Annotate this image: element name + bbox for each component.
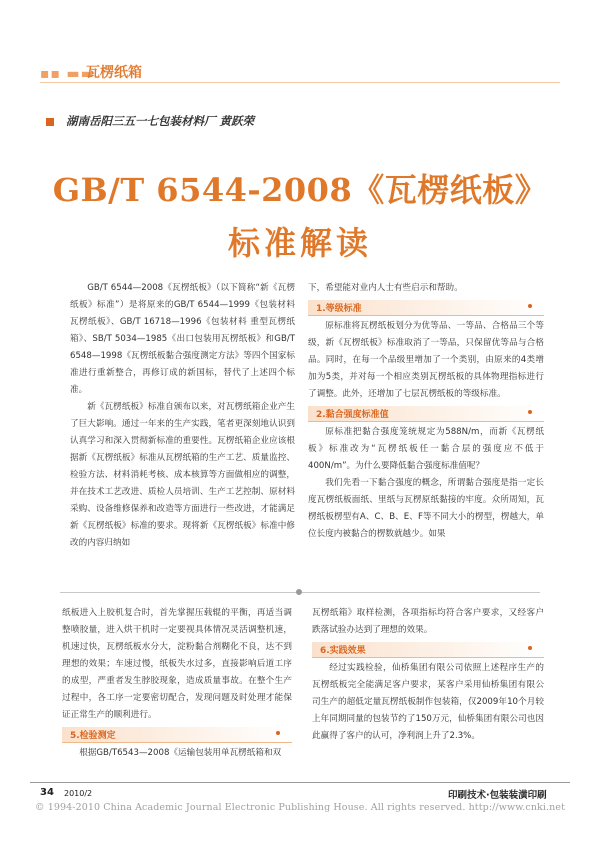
subsection-heading-5 <box>62 727 292 743</box>
footer-divider <box>30 782 570 783</box>
author-bullet-icon <box>46 118 54 126</box>
paragraph: 原标准把黏合强度笼统规定为588N/m，而新《瓦楞纸板》标准改为“瓦楞纸板任一黏合层的强度应不低于400N/m”。为什么要降低黏合强度标准值呢？ <box>308 427 544 471</box>
page-number: 34 <box>40 787 54 798</box>
subsection-heading-text: 2.黏合强度标准值 <box>316 410 389 420</box>
paragraph: 原标准将瓦楞纸板划分为优等品、一等品、合格品三个等级，新《瓦楞纸板》标准取消了一等品，只保留优等品与合格品。同时，在每一个品级里增加了一个类别，由原来的4类增加为5类，并对每一个相应类别瓦楞纸板的具体物理指标进行了调整。此外，还增加了七层瓦楞纸板的等级标准。 <box>308 321 544 399</box>
heading-dot-icon <box>528 646 532 650</box>
subsection-heading-text: 5.检验测定 <box>70 731 116 741</box>
journal-name: 印刷技术·包装装潢印刷 <box>448 790 547 801</box>
column-top-right <box>308 280 544 543</box>
paragraph: GB/T 6544—2008《瓦楞纸板》（以下简称“新《瓦楞纸板》标准”）是将原来的GB/T 6544—1999《包装材料 瓦楞纸板》、GB/T 16718—1996《包装材料 重型瓦楞纸箱》、SB/T 5034—1985《出口包装用瓦楞纸板》和GB/T 6548—1998《瓦楞纸板黏合强度测定方法》等四个国家标准进行重新整合，再修订成的新国标，替代了上述四个标准。 <box>70 283 295 395</box>
subsection-heading-2 <box>308 406 544 422</box>
subsection-heading-text: 1.等级标准 <box>316 304 362 314</box>
article-title-line-1: GB/T 6544-2008《瓦楞纸板》 <box>52 171 548 209</box>
column-top-left <box>70 280 295 552</box>
column-bottom-right <box>312 605 544 745</box>
article-title-line-2: 标准解读 <box>227 224 372 262</box>
paragraph: 我们先看一下黏合强度的概念，所谓黏合强度是指一定长度瓦楞纸板面纸、里纸与瓦楞原纸黏接的牢度。众所周知，瓦楞纸板楞型有A、C、B、E、F等不同大小的楞型，楞越大，单位长度内被黏合的楞数就越少。如果 <box>308 478 544 539</box>
author-line: 湖南岳阳三五一七包装材料厂 黄跃荣 <box>66 114 255 128</box>
subsection-heading-6 <box>312 642 544 658</box>
header-decoration: ▪▪ ▬▬ <box>40 66 95 82</box>
section-tag: 瓦楞纸箱 <box>86 65 142 81</box>
column-bottom-left <box>62 605 292 762</box>
paragraph: 经过实践检验，仙桥集团有限公司依照上述程序生产的瓦楞纸板完全能满足客户要求，某客户采用仙桥集团有限公司生产的超低定量瓦楞纸板制作包装箱，仅2009年10个月较上年同期同量的包装节约了150万元，仙桥集团有限公司也因此赢得了客户的认可，净利润上升了2.3%。 <box>312 663 544 741</box>
subsection-heading-text: 6.实践效果 <box>320 646 366 656</box>
paragraph: 瓦楞纸箱》取样检测，各项指标均符合客户要求，又经客户跌落试验办达到了理想的效果。 <box>312 608 544 635</box>
paragraph: 新《瓦楞纸板》标准自颁布以来，对瓦楞纸箱企业产生了巨大影响。通过一年来的生产实践，笔者更深刻地认识到认真学习和深入贯彻新标准的重要性。瓦楞纸箱企业应该根据新《瓦楞纸板》标准从瓦楞纸箱的生产工艺、质量监控、检验方法、材料消耗考核、成本核算等方面做相应的调整，并在技术工艺改进、质检人员培训、生产工艺控制、原材料采购、设备维修保养和改造等方面进行一些改进，才能满足新《瓦楞纸板》标准的要求。现将新《瓦楞纸板》标准中修改的内容归纳如 <box>70 402 295 548</box>
copyright-notice: © 1994-2010 China Academic Journal Electronic Publishing House. All rights reserved. http://www.cnki.net <box>34 802 566 813</box>
header-divider <box>40 82 560 83</box>
paragraph: 下，希望能对业内人士有些启示和帮助。 <box>308 283 463 293</box>
heading-dot-icon <box>528 304 532 308</box>
paragraph: 根据GB/T6543—2008《运输包装用单瓦楞纸箱和双 <box>79 748 282 758</box>
issue-number: 2010/2 <box>64 789 93 798</box>
heading-dot-icon <box>528 410 532 414</box>
heading-dot-icon <box>276 731 280 735</box>
subsection-heading-1 <box>308 300 544 316</box>
divider-dot-icon <box>296 589 302 595</box>
paragraph: 纸板进入上胶机复合时，首先掌握压载辊的平衡，再适当调整喷胶量，进入烘干机时一定要视具体情况灵活调整机速，机速过快，瓦楞纸板水分大，淀粉黏合剂糊化不良，达不到理想的效果；车速过慢，纸板失水过多，直接影响后道工序的成型，严重者发生脖胶现象，造成质量事故。在整个生产过程中，各工序一定要密切配合，发现问题及时处理才能保证正常生产的顺利进行。 <box>62 608 292 720</box>
